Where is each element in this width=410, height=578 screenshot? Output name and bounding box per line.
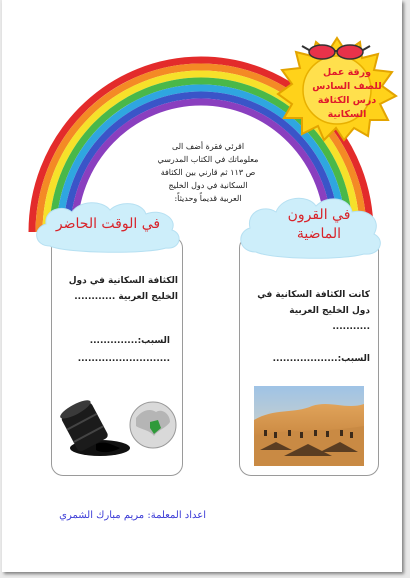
globe-icon — [128, 400, 178, 450]
sun-line: السكانية — [327, 109, 367, 120]
past-reason: السبب:................... — [272, 354, 370, 364]
desert-photo — [254, 386, 364, 466]
instruction-line: اقرئي فقرة أضف الى — [171, 142, 245, 151]
present-line-2: الخليج العربية ............ — [74, 292, 178, 302]
past-line-3: ........... — [332, 322, 370, 332]
instruction-line: ص ١١٣ ثم قارني بين الكثافة — [160, 168, 256, 177]
sun-line: للصف السادس — [312, 81, 382, 92]
instruction-line: معلوماتك في الكتاب المدرسي — [157, 155, 259, 164]
past-title-line: في القرون — [287, 207, 351, 223]
sun-line: ورقة عمل — [322, 67, 371, 78]
present-line-1: الكثافة السكانية في دول — [68, 276, 178, 286]
instruction-line: العربية قديماً وحديثاً: — [174, 194, 242, 203]
present-title: في الوقت الحاضر — [55, 216, 161, 232]
instruction-line: السكانية في دول الخليج — [168, 181, 248, 190]
sun-title — [304, 66, 390, 122]
oil-barrel-icon — [56, 398, 132, 460]
past-line-2: دول الخليج العربية — [289, 306, 370, 316]
sun-line: درس الكثافة — [317, 95, 377, 106]
teacher-credit: اعداد المعلمة: مريم مبارك الشمري — [59, 510, 206, 521]
present-reason-dots: ........................... — [77, 354, 170, 364]
worksheet-page — [2, 0, 402, 572]
present-reason-label: السبب:.............. — [89, 336, 170, 346]
past-title — [264, 206, 374, 244]
past-line-1: كانت الكثافة السكانية في — [257, 290, 370, 300]
past-title-line: الماضية — [296, 226, 342, 242]
